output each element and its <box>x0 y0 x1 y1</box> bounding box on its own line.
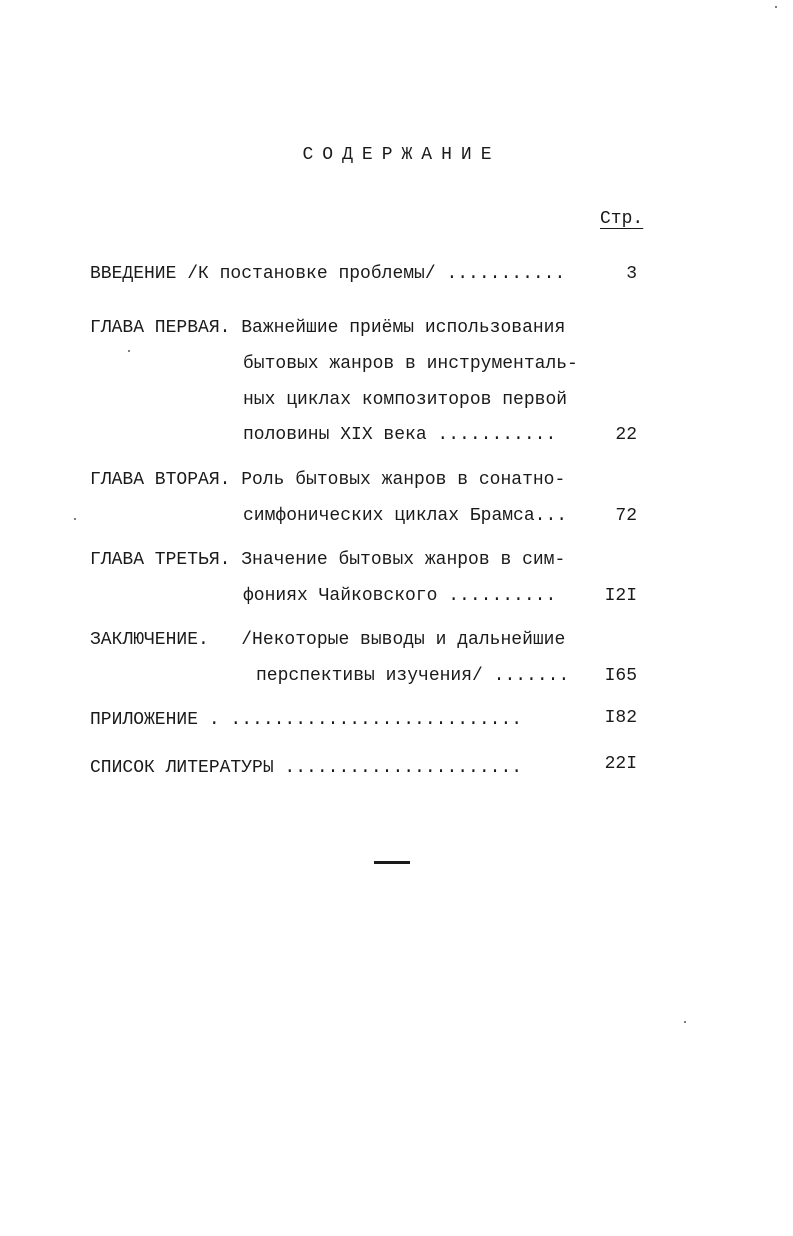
toc-page-number: 3 <box>626 264 637 284</box>
scan-speck <box>74 518 76 520</box>
scan-speck <box>684 1021 686 1023</box>
toc-line: ВВЕДЕНИЕ /К постановке проблемы/ ........... <box>90 264 566 284</box>
end-dash-divider <box>374 861 410 864</box>
toc-page-number: I65 <box>604 666 637 686</box>
toc-page-number: I2I <box>604 586 637 606</box>
page-column-header: Стр. <box>600 209 644 229</box>
toc-line: перспективы изучения/ ....... <box>256 666 570 686</box>
toc-page-number: 72 <box>615 506 637 526</box>
toc-page-number: 22I <box>604 754 637 774</box>
toc-page-number: 22 <box>615 425 637 445</box>
toc-line: симфонических циклах Брамса... <box>243 506 568 526</box>
toc-line: ЗАКЛЮЧЕНИЕ. /Некоторые выводы и дальнейшие <box>90 630 566 650</box>
toc-line: ных циклах композиторов первой <box>243 390 568 410</box>
scan-speck <box>775 6 777 8</box>
toc-line: СПИСОК ЛИТЕРАТУРЫ ...................... <box>90 758 523 778</box>
toc-line: ГЛАВА ТРЕТЬЯ. Значение бытовых жанров в сим- <box>90 550 566 570</box>
toc-line: фониях Чайковского .......... <box>243 586 557 606</box>
toc-line: ПРИЛОЖЕНИЕ . ........................... <box>90 710 523 730</box>
scan-speck <box>128 350 130 352</box>
toc-line: ГЛАВА ПЕРВАЯ. Важнейшие приёмы использования <box>90 318 566 338</box>
toc-line: бытовых жанров в инструменталь- <box>243 354 578 374</box>
toc-line: ГЛАВА ВТОРАЯ. Роль бытовых жанров в сонатно- <box>90 470 566 490</box>
page-title: СОДЕРЖАНИЕ <box>302 145 501 165</box>
toc-line: половины XIX века ........... <box>243 425 557 445</box>
toc-page-number: I82 <box>604 708 637 728</box>
